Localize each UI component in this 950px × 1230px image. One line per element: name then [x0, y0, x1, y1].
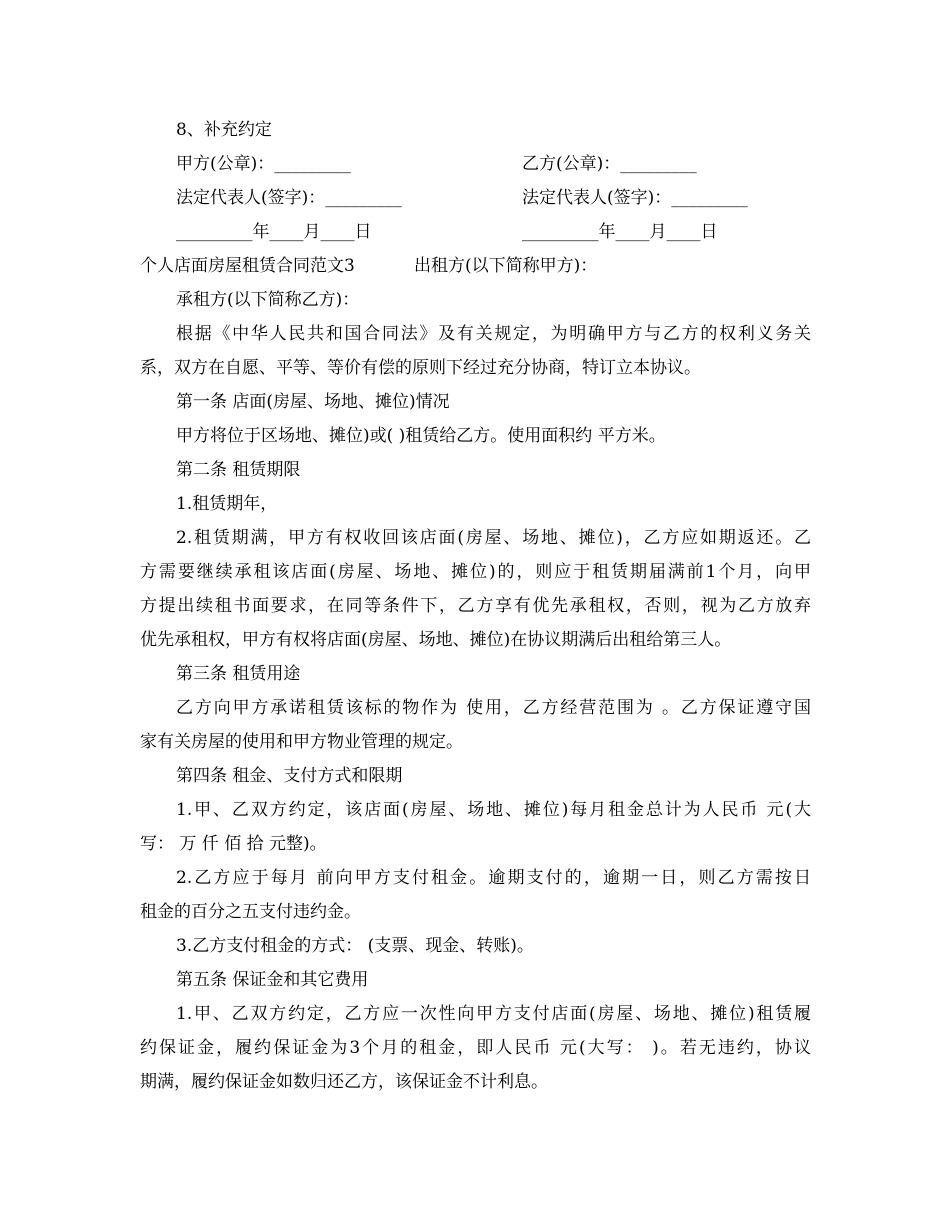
article-1-title: 第一条 店面(房屋、场地、摊位)情况 [176, 392, 450, 412]
article-2-item-2-line-1: 2.租赁期满，甲方有权收回该店面(房屋、场地、摊位)，乙方应如期返还。乙 [176, 528, 811, 548]
lessee-line: 承租方(以下简称乙方)： [176, 290, 360, 310]
party-a-rep-field: 法定代表人(签字)：_________ [176, 188, 402, 208]
preamble-line-1: 根据《中华人民共和国合同法》及有关规定，为明确甲方与乙方的权利义务关 [176, 324, 811, 344]
article-3-title: 第三条 租赁用途 [176, 664, 301, 684]
article-4-item-1-line-2: 写： 万 仟 佰 拾 元整)。 [140, 834, 327, 854]
party-b-date-field: _________年____月____日 [522, 222, 718, 242]
party-b-rep-field: 法定代表人(签字)：_________ [522, 188, 748, 208]
article-5-item-1-line-2: 约保证金，履约保证金为3个月的租金，即人民币 元(大写： )。若无违约，协议 [140, 1038, 811, 1058]
preamble-line-2: 系，双方在自愿、平等、等价有偿的原则下经过充分协商，特订立本协议。 [140, 358, 701, 378]
article-5-item-1-line-1: 1.甲、乙双方约定，乙方应一次性向甲方支付店面(房屋、场地、摊位)租赁履 [176, 1004, 811, 1024]
party-a-date-field: _________年____月____日 [176, 222, 372, 242]
article-4-item-2-line-1: 2.乙方应于每月 前向甲方支付租金。逾期支付的，逾期一日，则乙方需按日 [176, 868, 811, 888]
article-2-item-2-line-2: 方需要继续承租该店面(房屋、场地、摊位)的，则应于租赁期届满前1个月，向甲 [140, 562, 811, 582]
article-3-text-line-1: 乙方向甲方承诺租赁该标的物作为 使用，乙方经营范围为 。乙方保证遵守国 [176, 698, 811, 718]
article-5-item-1-line-3: 期满，履约保证金如数归还乙方，该保证金不计利息。 [140, 1072, 548, 1092]
article-2-item-1: 1.租赁期年， [176, 494, 278, 514]
contract-title: 个人店面房屋租赁合同范文3 [140, 256, 355, 276]
article-5-title: 第五条 保证金和其它费用 [176, 970, 369, 990]
article-2-item-2-line-4: 优先承租权，甲方有权将店面(房屋、场地、摊位)在协议期满后出租给第三人。 [140, 630, 732, 650]
article-4-item-2-line-2: 租金的百分之五支付违约金。 [140, 902, 361, 922]
party-a-seal-field: 甲方(公章)：_________ [176, 154, 351, 174]
article-4-item-3: 3.乙方支付租金的方式： (支票、现金、转账)。 [176, 936, 534, 956]
supplement-heading: 8、补充约定 [176, 120, 272, 140]
article-3-text-line-2: 家有关房屋的使用和甲方物业管理的规定。 [140, 732, 463, 752]
article-1-text: 甲方将位于区场地、摊位)或( )租赁给乙方。使用面积约 平方米。 [176, 426, 666, 446]
lessor-line: 出租方(以下简称甲方)： [414, 256, 598, 276]
article-4-title: 第四条 租金、支付方式和限期 [176, 766, 403, 786]
party-b-seal-field: 乙方(公章)：_________ [522, 154, 697, 174]
article-2-title: 第二条 租赁期限 [176, 460, 301, 480]
article-4-item-1-line-1: 1.甲、乙双方约定，该店面(房屋、场地、摊位)每月租金总计为人民币 元(大 [176, 800, 811, 820]
article-2-item-2-line-3: 方提出续租书面要求，在同等条件下，乙方享有优先承租权，否则，视为乙方放弃 [140, 596, 811, 616]
